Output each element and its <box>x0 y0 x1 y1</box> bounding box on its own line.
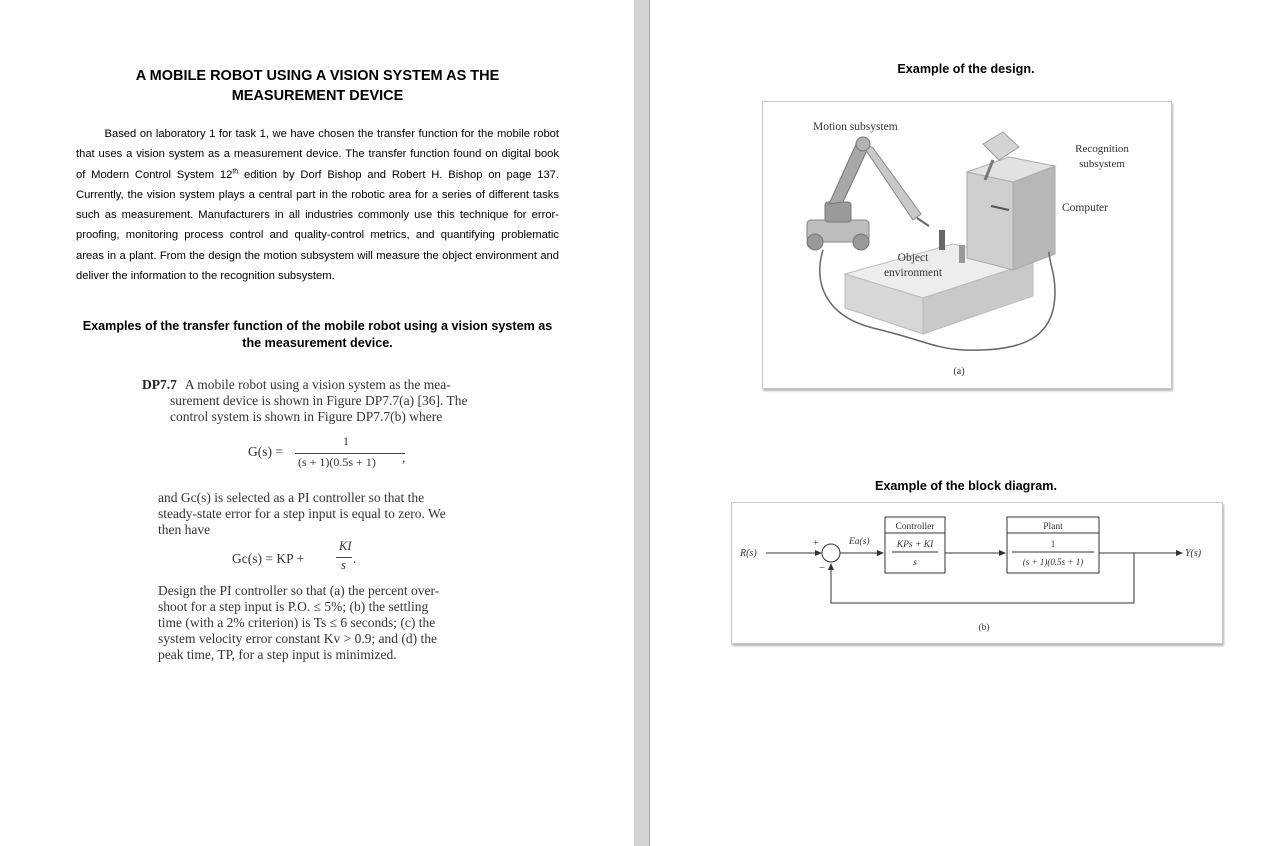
object-block-1 <box>939 230 945 250</box>
problem-mid-line-1: and Gc(s) is selected as a PI controller so that the <box>158 490 425 505</box>
gc-period: . <box>353 551 357 566</box>
gc-equation-lhs: Gc(s) = KP + <box>232 551 305 566</box>
plant-denominator: (s + 1)(0.5s + 1) <box>1022 557 1084 567</box>
subheading-line-2: the measurement device. <box>242 336 393 350</box>
controller-denominator: s <box>913 558 917 568</box>
plant-title: Plant <box>1043 522 1063 532</box>
problem-mid-line-3: then have <box>158 522 211 537</box>
paragraph-superscript: th <box>232 167 239 175</box>
block-diagram-caption: Example of the block diagram. <box>875 479 1057 493</box>
robot-wheel-1 <box>807 234 823 250</box>
design-illustration <box>763 102 1171 388</box>
block-sub-label: (b) <box>978 623 990 633</box>
paragraph-text-1: Based on laboratory 1 for task 1, we have chosen the transfer function for the mobile robot that uses a vision system as a measurement device. The transfer function found on digital book of Modern Control System 12 <box>76 128 559 181</box>
motion-subsystem-label: Motion subsystem <box>813 121 898 133</box>
block-diagram <box>732 503 1222 643</box>
design-sub-label: (a) <box>953 366 965 377</box>
sum-plus-sign: + <box>813 538 819 549</box>
problem-intro-line-1: A mobile robot using a vision system as the mea- <box>184 377 451 392</box>
title-line-2: MEASUREMENT DEVICE <box>231 88 404 104</box>
problem-mid-line-2: steady-state error for a step input is equal to zero. We <box>158 506 446 521</box>
problem-intro-line-3: control system is shown in Figure DP7.7(b) where <box>170 409 443 424</box>
controller-title: Controller <box>895 522 935 532</box>
problem-intro <box>142 377 492 393</box>
subheading-line-1: Examples of the transfer function of the mobile robot using a vision system as <box>82 319 553 333</box>
problem-excerpt-image <box>140 376 505 672</box>
design-line-5: peak time, TP, for a step input is minimized. <box>158 647 397 662</box>
output-label: Y(s) <box>1185 548 1202 559</box>
gc-numerator: KI <box>339 539 352 553</box>
recognition-label-line-2: subsystem <box>1079 158 1125 170</box>
block-diagram-figure <box>731 502 1223 644</box>
g-fraction-bar <box>295 453 405 454</box>
camera-body <box>983 132 1019 160</box>
error-label: Ea(s) <box>849 537 870 547</box>
computer-front <box>967 172 1013 270</box>
plant-numerator: 1 <box>1050 539 1056 549</box>
robot-gripper <box>917 218 929 226</box>
g-denominator: (s + 1)(0.5s + 1) <box>298 455 376 469</box>
design-caption: Example of the design. <box>897 62 1035 76</box>
robot-base <box>825 202 851 222</box>
body-paragraph <box>76 124 559 286</box>
document-page-left <box>0 0 634 846</box>
controller-numerator: KPs + KI <box>896 540 934 550</box>
robot-joint <box>856 137 870 151</box>
robot-wheel-2 <box>853 234 869 250</box>
paragraph-text-2: edition by Dorf Bishop and Robert H. Bishop on page 137. Currently, the vision system plays a central part in the robotic area for a series of different tasks such as measurement. Manufacturers in all industries commonly use this technique for error-proofing, monitoring process control and quality-control metrics, and quantifying problematic areas in a plant. From the design the motion subsystem will measure the object environment and deliver the information to the recognition subsystem. <box>76 168 559 283</box>
g-numerator: 1 <box>343 434 349 448</box>
document-page-right <box>650 0 1285 846</box>
g-equation-lhs: G(s) = <box>248 444 283 459</box>
page-gutter <box>634 0 650 846</box>
section-subheading <box>76 318 559 352</box>
gc-denominator: s <box>341 558 346 572</box>
page-title <box>76 66 559 106</box>
summing-junction <box>822 544 840 562</box>
design-line-4: system velocity error constant Kv > 0.9; and (d) the <box>158 631 438 646</box>
g-comma: , <box>402 450 406 465</box>
robot-upper-arm <box>859 140 921 220</box>
design-line-1: Design the PI controller so that (a) the percent over- <box>158 583 440 598</box>
design-line-3: time (with a 2% criterion) is Ts ≤ 6 seconds; (c) the <box>158 615 436 630</box>
title-line-1: A MOBILE ROBOT USING A VISION SYSTEM AS THE <box>135 68 500 84</box>
problem-number: DP7.7 <box>142 377 177 392</box>
object-label-line-1: Object <box>897 252 929 264</box>
object-label-line-2: environment <box>883 267 943 279</box>
object-block-2 <box>959 245 965 263</box>
recognition-label-line-1: Recognition <box>1075 143 1129 155</box>
design-figure <box>762 101 1172 389</box>
computer-label: Computer <box>1062 202 1108 214</box>
input-label: R(s) <box>740 548 757 559</box>
problem-intro-line-2: surement device is shown in Figure DP7.7(a) [36]. The <box>170 393 468 408</box>
sum-minus-sign: − <box>819 562 826 574</box>
design-line-2: shoot for a step input is P.O. ≤ 5%; (b) the settling <box>158 599 429 614</box>
